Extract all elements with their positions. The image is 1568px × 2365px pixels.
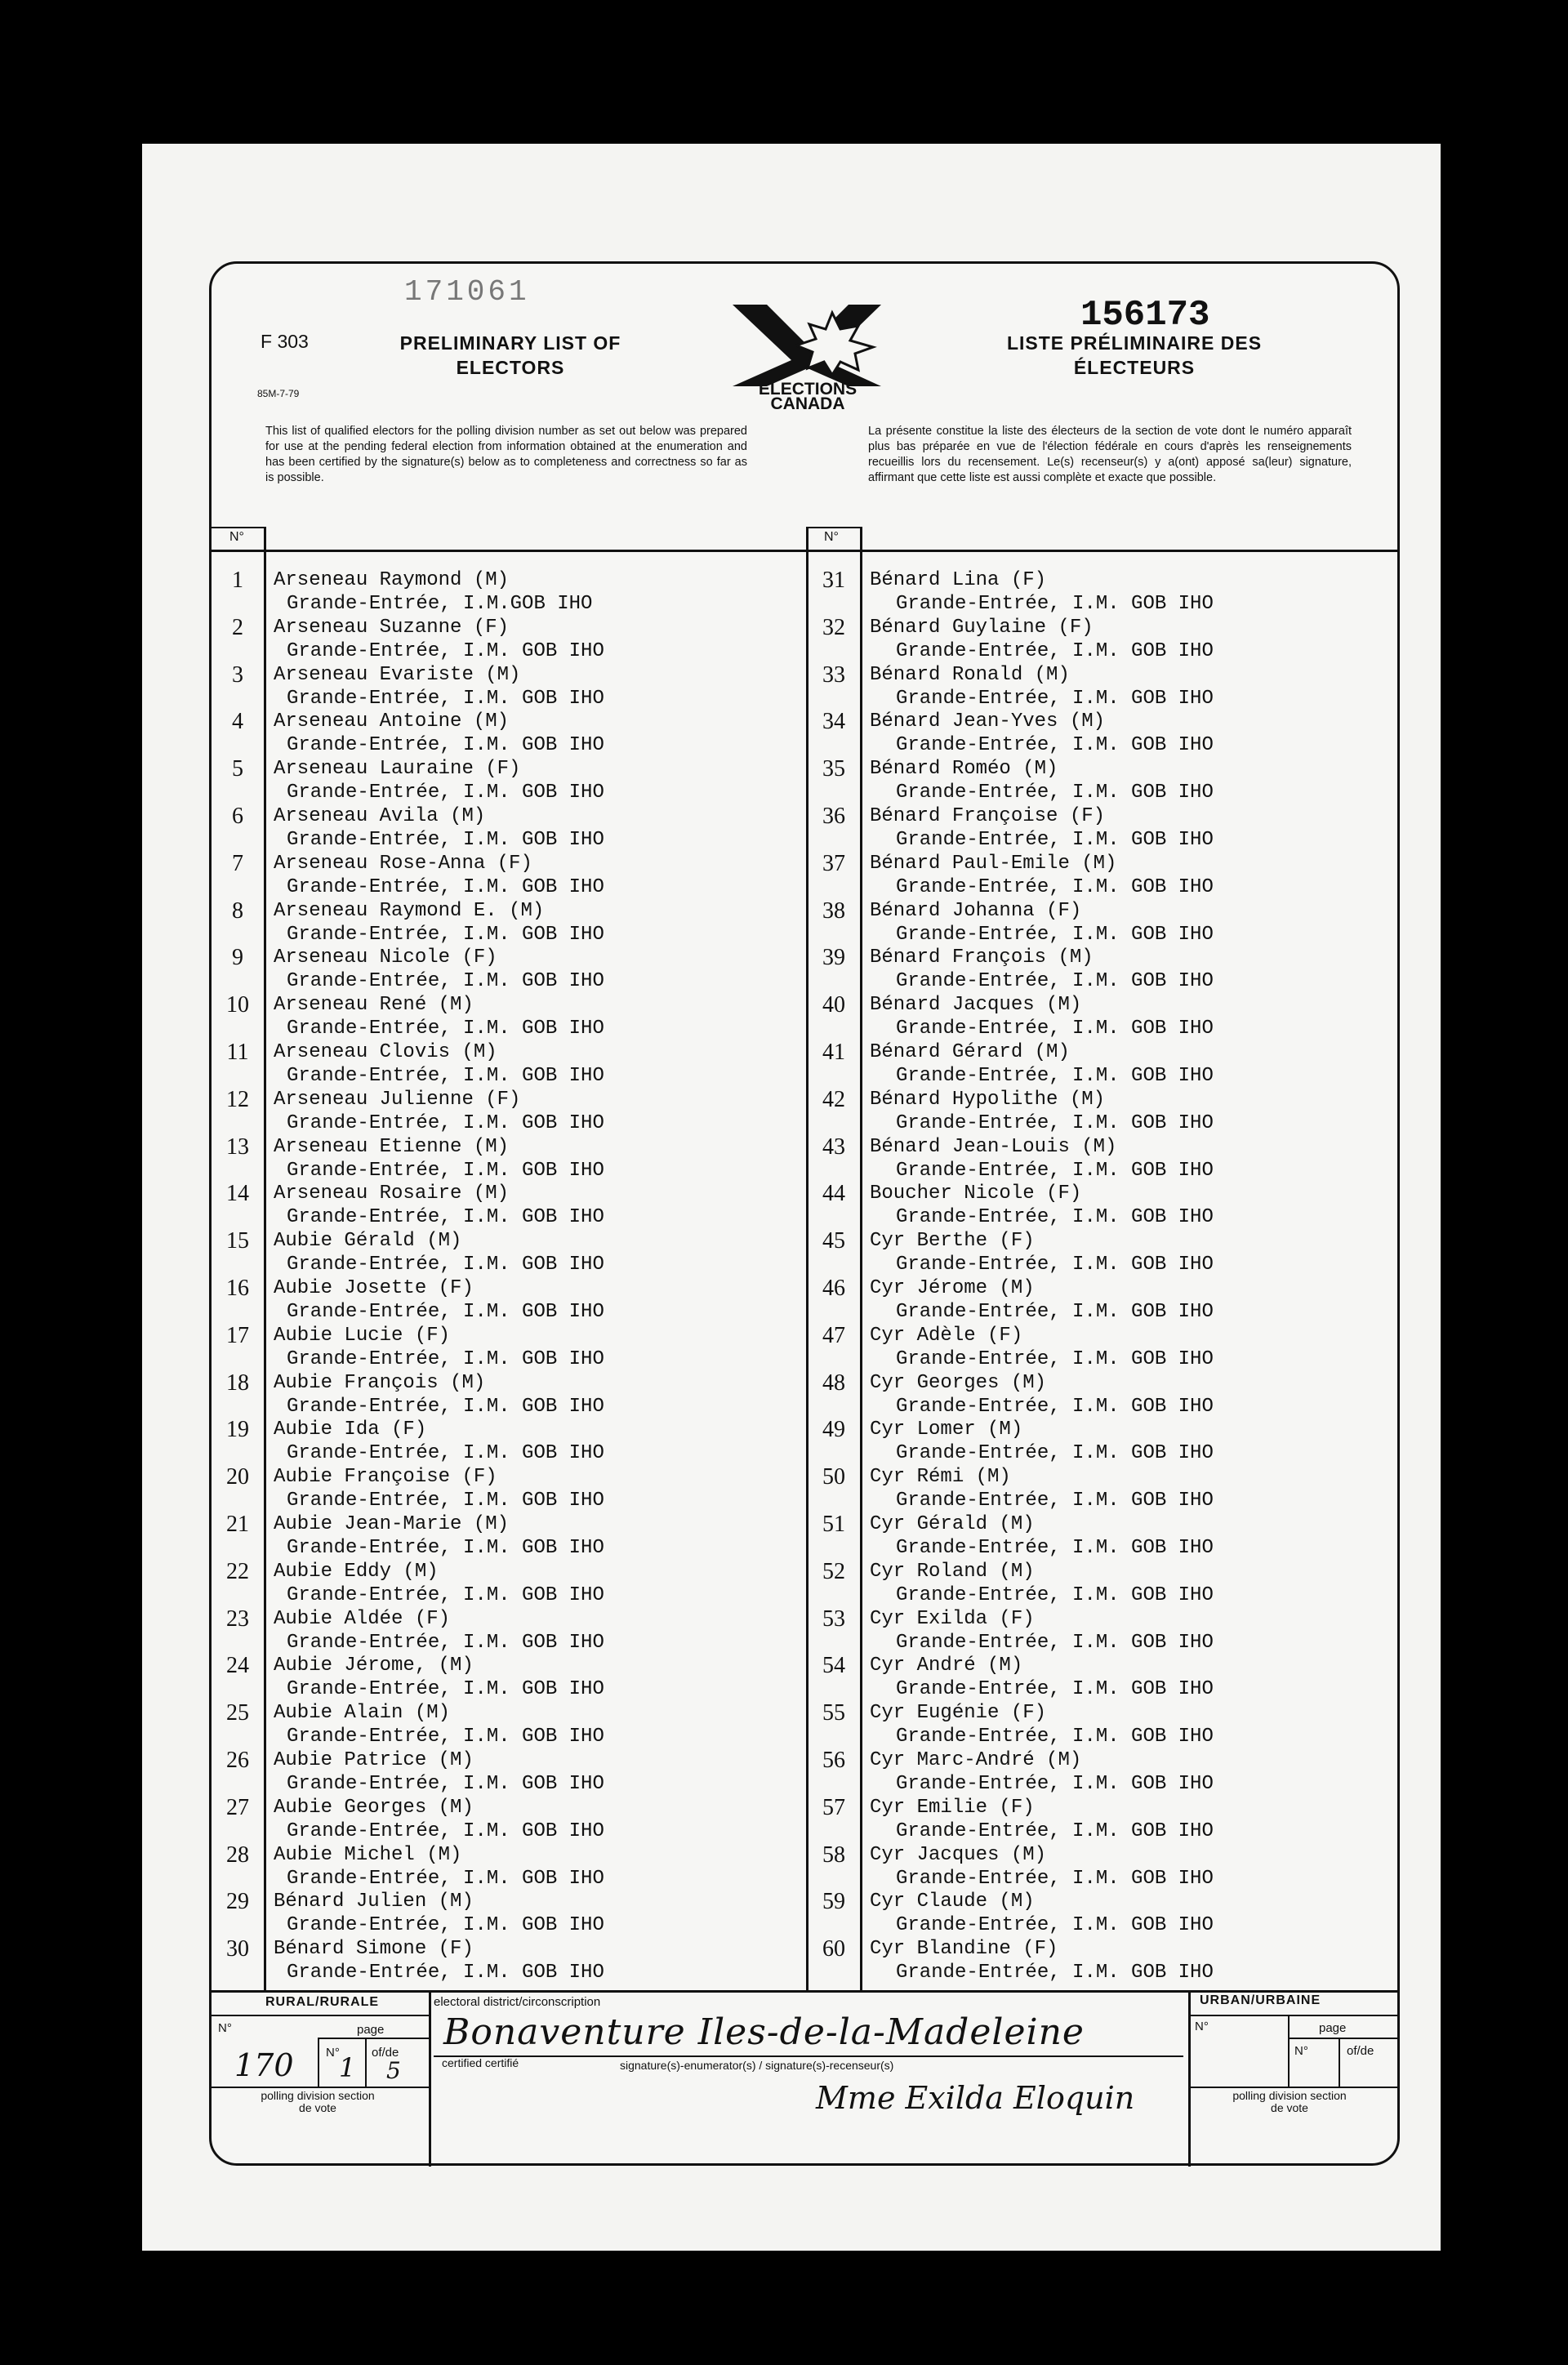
elector-address: Grande-Entrée, I.M. GOB IHO	[287, 1537, 604, 1559]
title-fr: LISTE PRÉLIMINAIRE DES ÉLECTEURS	[1006, 332, 1263, 378]
elector-name: Arseneau Rosaire (M)	[274, 1182, 510, 1205]
elector-address: Grande-Entrée, I.M. GOB IHO	[896, 1867, 1214, 1890]
footer-rule	[212, 1990, 1397, 1993]
elector-name: Bénard Jean-Louis (M)	[870, 1135, 1117, 1158]
rural-page-label: page	[357, 2023, 385, 2037]
rural-of-label: of/de	[372, 2046, 399, 2060]
elector-address: Grande-Entrée, I.M. GOB IHO	[896, 593, 1214, 615]
elector-address: Grande-Entrée, I.M. GOB IHO	[896, 1537, 1214, 1559]
elector-number: 18	[226, 1370, 249, 1396]
col-rule-mid	[806, 527, 808, 1992]
elector-address: Grande-Entrée, I.M. GOB IHO	[287, 687, 604, 710]
elector-number: 25	[226, 1700, 249, 1726]
elector-address: Grande-Entrée, I.M. GOB IHO	[896, 782, 1214, 804]
elector-name: Arseneau René (M)	[274, 994, 474, 1017]
elector-name: Bénard Johanna (F)	[870, 899, 1082, 922]
elector-address: Grande-Entrée, I.M. GOB IHO	[896, 1347, 1214, 1370]
intro-text-en: This list of qualified electors for the polling division number as set out below was prepared for use at the pending federal election from information obtained at the enumeration and has been certified by the signature(s) below as to completeness and correctness so far as is possible.	[265, 425, 747, 484]
elector-name: Aubie François (M)	[274, 1371, 486, 1394]
elector-address: Grande-Entrée, I.M. GOB IHO	[287, 1065, 604, 1087]
elector-address: Grande-Entrée, I.M. GOB IHO	[287, 1395, 604, 1418]
elector-number: 40	[822, 992, 845, 1018]
elector-number: 9	[232, 945, 243, 971]
header-rule	[212, 550, 1397, 552]
elector-address: Grande-Entrée, I.M. GOB IHO	[287, 782, 604, 804]
elector-number: 13	[226, 1134, 249, 1160]
elector-name: Bénard Simone (F)	[274, 1938, 474, 1961]
elector-name: Aubie Patrice (M)	[274, 1749, 474, 1771]
elector-name: Arseneau Lauraine (F)	[274, 758, 521, 781]
elector-number: 7	[232, 850, 243, 876]
elector-name: Bénard Paul-Emile (M)	[870, 852, 1117, 875]
elector-name: Boucher Nicole (F)	[870, 1182, 1082, 1205]
stamp-number: 171061	[404, 275, 530, 309]
elector-address: Grande-Entrée, I.M. GOB IHO	[287, 1159, 604, 1182]
elector-number: 34	[822, 709, 845, 735]
page-of-total: 5	[386, 2057, 401, 2084]
elector-name: Cyr Adèle (F)	[870, 1324, 1023, 1347]
elector-list-form	[209, 261, 1400, 2166]
elector-address: Grande-Entrée, I.M. GOB IHO	[896, 1583, 1214, 1606]
elector-number: 43	[822, 1134, 845, 1160]
elector-number: 1	[232, 568, 243, 593]
elector-address: Grande-Entrée, I.M. GOB IHO	[896, 1301, 1214, 1323]
elector-address: Grande-Entrée, I.M.GOB IHO	[287, 593, 593, 615]
elector-name: Aubie Alain (M)	[274, 1702, 451, 1725]
elector-number: 14	[226, 1181, 249, 1207]
elector-number: 52	[822, 1558, 845, 1584]
elector-number: 54	[822, 1653, 845, 1679]
elector-address: Grande-Entrée, I.M. GOB IHO	[896, 829, 1214, 851]
elector-number: 60	[822, 1936, 845, 1962]
elector-name: Bénard Guylaine (F)	[870, 616, 1094, 639]
elector-address: Grande-Entrée, I.M. GOB IHO	[287, 1678, 604, 1701]
rural-no-label: N°	[218, 2021, 232, 2035]
elector-name: Arseneau Etienne (M)	[274, 1135, 510, 1158]
col-no-header-left: N°	[229, 530, 244, 544]
elector-name: Cyr Berthe (F)	[870, 1230, 1035, 1253]
urban-label: URBAN/URBAINE	[1200, 1993, 1321, 2007]
elector-name: Aubie Françoise (F)	[274, 1466, 497, 1489]
elector-name: Aubie Jean-Marie (M)	[274, 1513, 510, 1535]
elector-address: Grande-Entrée, I.M. GOB IHO	[896, 1254, 1214, 1276]
elector-address: Grande-Entrée, I.M. GOB IHO	[287, 734, 604, 757]
elector-number: 48	[822, 1370, 845, 1396]
elector-number: 15	[226, 1228, 249, 1254]
elector-address: Grande-Entrée, I.M. GOB IHO	[896, 1442, 1214, 1465]
elector-address: Grande-Entrée, I.M. GOB IHO	[896, 1678, 1214, 1701]
elector-name: Arseneau Raymond (M)	[274, 569, 510, 591]
elector-name: Arseneau Evariste (M)	[274, 663, 521, 686]
elector-number: 50	[822, 1464, 845, 1490]
elector-address: Grande-Entrée, I.M. GOB IHO	[287, 1301, 604, 1323]
polling-division-label-rural: polling division section de vote	[261, 2089, 375, 2114]
elector-address: Grande-Entrée, I.M. GOB IHO	[287, 1962, 604, 1984]
elector-number: 46	[822, 1276, 845, 1301]
elector-number: 59	[822, 1889, 845, 1915]
elector-address: Grande-Entrée, I.M. GOB IHO	[896, 1819, 1214, 1842]
elector-number: 19	[226, 1417, 249, 1443]
district-value: Bonaventure Iles-de-la-Madeleine	[443, 2011, 1085, 2053]
elector-address: Grande-Entrée, I.M. GOB IHO	[896, 1018, 1214, 1040]
signature-label: signature(s)-enumerator(s) / signature(s)-recenseur(s)	[620, 2059, 894, 2072]
elector-address: Grande-Entrée, I.M. GOB IHO	[896, 1395, 1214, 1418]
elector-name: Aubie Michel (M)	[274, 1843, 462, 1866]
elector-name: Aubie Aldée (F)	[274, 1607, 451, 1630]
elector-address: Grande-Entrée, I.M. GOB IHO	[287, 1726, 604, 1748]
elector-address: Grande-Entrée, I.M. GOB IHO	[287, 1583, 604, 1606]
form-code: F 303	[261, 331, 309, 352]
elector-name: Cyr Blandine (F)	[870, 1938, 1058, 1961]
elector-address: Grande-Entrée, I.M. GOB IHO	[287, 639, 604, 662]
elector-address: Grande-Entrée, I.M. GOB IHO	[896, 1159, 1214, 1182]
elector-address: Grande-Entrée, I.M. GOB IHO	[896, 1490, 1214, 1512]
elector-name: Cyr Lomer (M)	[870, 1419, 1023, 1441]
elector-address: Grande-Entrée, I.M. GOB IHO	[287, 1347, 604, 1370]
elector-address: Grande-Entrée, I.M. GOB IHO	[287, 970, 604, 993]
elector-number: 30	[226, 1936, 249, 1962]
elector-number: 57	[822, 1794, 845, 1820]
elector-address: Grande-Entrée, I.M. GOB IHO	[287, 1111, 604, 1134]
elector-name: Aubie Josette (F)	[274, 1277, 474, 1299]
elector-address: Grande-Entrée, I.M. GOB IHO	[896, 875, 1214, 898]
elector-address: Grande-Entrée, I.M. GOB IHO	[896, 923, 1214, 946]
elector-number: 41	[822, 1040, 845, 1065]
elector-name: Cyr Claude (M)	[870, 1891, 1035, 1913]
logo-text-en: ELECTIONS	[758, 380, 858, 399]
rural-page-no-label: N°	[326, 2046, 340, 2060]
enumerator-signature: Mme Exilda Eloquin	[816, 2080, 1135, 2116]
elector-name: Aubie Georges (M)	[274, 1796, 474, 1819]
elector-number: 27	[226, 1794, 249, 1820]
elector-address: Grande-Entrée, I.M. GOB IHO	[287, 1773, 604, 1795]
elector-name: Cyr Eugénie (F)	[870, 1702, 1047, 1725]
elector-number: 23	[226, 1606, 249, 1632]
col-no-header-right: N°	[824, 530, 839, 544]
elector-address: Grande-Entrée, I.M. GOB IHO	[287, 1631, 604, 1654]
elector-number: 56	[822, 1748, 845, 1773]
certified-label: certified certifié	[442, 2056, 519, 2069]
elector-name: Arseneau Julienne (F)	[274, 1088, 521, 1111]
elector-number: 4	[232, 709, 243, 735]
rural-label: RURAL/RURALE	[265, 1995, 380, 2009]
elector-number: 49	[822, 1417, 845, 1443]
elector-number: 32	[822, 614, 845, 640]
elector-name: Bénard Ronald (M)	[870, 663, 1070, 686]
intro-text-fr: La présente constitue la liste des électeurs de la section de vote dont le numéro apparaît plus bas préparée en vue de l'élection fédérale en cours d'après les renseignements recueillis lors du recensement. Le(s) recenseur(s) y a(ont) apposé sa(leur) signature, affirmant que cette liste est aussi complète et exacte que possible.	[868, 425, 1352, 484]
elector-number: 35	[822, 756, 845, 782]
elector-number: 51	[822, 1512, 845, 1537]
elector-address: Grande-Entrée, I.M. GOB IHO	[896, 639, 1214, 662]
elector-number: 29	[226, 1889, 249, 1915]
list-number: 156173	[1080, 295, 1210, 336]
elector-number: 24	[226, 1653, 249, 1679]
urban-no-label: N°	[1195, 2020, 1209, 2033]
elector-name: Cyr André (M)	[870, 1655, 1023, 1677]
elector-address: Grande-Entrée, I.M. GOB IHO	[896, 1962, 1214, 1984]
elector-number: 28	[226, 1842, 249, 1868]
elector-address: Grande-Entrée, I.M. GOB IHO	[287, 1018, 604, 1040]
elector-number: 31	[822, 568, 845, 593]
elector-number: 58	[822, 1842, 845, 1868]
elector-name: Cyr Jérome (M)	[870, 1277, 1035, 1299]
elector-address: Grande-Entrée, I.M. GOB IHO	[896, 1065, 1214, 1087]
elector-number: 47	[822, 1322, 845, 1348]
elector-number: 6	[232, 804, 243, 829]
elector-name: Cyr Marc-André (M)	[870, 1749, 1082, 1771]
elector-number: 53	[822, 1606, 845, 1632]
elector-number: 11	[226, 1040, 249, 1065]
elector-name: Arseneau Clovis (M)	[274, 1041, 497, 1063]
elector-address: Grande-Entrée, I.M. GOB IHO	[896, 1726, 1214, 1748]
district-label: electoral district/circonscription	[434, 1995, 601, 2009]
elector-address: Grande-Entrée, I.M. GOB IHO	[896, 1914, 1214, 1937]
elector-address: Grande-Entrée, I.M. GOB IHO	[896, 687, 1214, 710]
elector-name: Bénard Lina (F)	[870, 569, 1047, 591]
elector-number: 21	[226, 1512, 249, 1537]
elector-number: 45	[822, 1228, 845, 1254]
elector-name: Cyr Jacques (M)	[870, 1843, 1047, 1866]
elector-number: 55	[822, 1700, 845, 1726]
elector-number: 26	[226, 1748, 249, 1773]
elector-name: Arseneau Suzanne (F)	[274, 616, 510, 639]
elector-address: Grande-Entrée, I.M. GOB IHO	[287, 829, 604, 851]
elector-number: 44	[822, 1181, 845, 1207]
elector-address: Grande-Entrée, I.M. GOB IHO	[287, 1819, 604, 1842]
elector-address: Grande-Entrée, I.M. GOB IHO	[896, 734, 1214, 757]
col-rule-left-no	[264, 527, 266, 1992]
elector-name: Cyr Rémi (M)	[870, 1466, 1011, 1489]
elector-number: 38	[822, 897, 845, 924]
page-number: 1	[339, 2052, 356, 2083]
elector-name: Aubie Ida (F)	[274, 1419, 427, 1441]
elector-name: Cyr Roland (M)	[870, 1560, 1035, 1583]
elector-name: Arseneau Raymond E. (M)	[274, 899, 545, 922]
urban-page-label: page	[1319, 2021, 1347, 2035]
elector-address: Grande-Entrée, I.M. GOB IHO	[287, 1206, 604, 1229]
elector-address: Grande-Entrée, I.M. GOB IHO	[287, 1254, 604, 1276]
form-date: 85M-7-79	[257, 388, 300, 399]
elector-name: Cyr Emilie (F)	[870, 1796, 1035, 1819]
col-rule-right-no	[860, 527, 862, 1992]
elector-name: Bénard Hypolithe (M)	[870, 1088, 1106, 1111]
elector-number: 17	[226, 1322, 249, 1348]
elector-name: Bénard Julien (M)	[274, 1891, 474, 1913]
elector-address: Grande-Entrée, I.M. GOB IHO	[287, 875, 604, 898]
elector-address: Grande-Entrée, I.M. GOB IHO	[896, 1631, 1214, 1654]
elector-number: 39	[822, 945, 845, 971]
elector-number: 8	[232, 897, 243, 924]
elector-address: Grande-Entrée, I.M. GOB IHO	[896, 1111, 1214, 1134]
elector-name: Bénard Gérard (M)	[870, 1041, 1070, 1063]
elector-address: Grande-Entrée, I.M. GOB IHO	[287, 1490, 604, 1512]
elector-name: Arseneau Rose-Anna (F)	[274, 852, 532, 875]
elector-address: Grande-Entrée, I.M. GOB IHO	[896, 970, 1214, 993]
logo-text-fr: CANADA	[770, 394, 845, 411]
elector-number: 33	[822, 661, 845, 688]
elector-number: 42	[822, 1086, 845, 1112]
title-en: PRELIMINARY LIST OF ELECTORS	[399, 332, 621, 378]
elections-canada-logo	[718, 296, 898, 411]
elector-name: Bénard Françoise (F)	[870, 805, 1106, 827]
elector-name: Bénard François (M)	[870, 946, 1094, 969]
urban-of-label: of/de	[1347, 2044, 1374, 2058]
elector-number: 16	[226, 1276, 249, 1301]
elector-number: 36	[822, 804, 845, 829]
elector-name: Arseneau Nicole (F)	[274, 946, 497, 969]
elector-name: Aubie Jérome, (M)	[274, 1655, 474, 1677]
elector-number: 3	[232, 661, 243, 688]
elector-number: 12	[226, 1086, 249, 1112]
elector-name: Cyr Gérald (M)	[870, 1513, 1035, 1535]
elector-address: Grande-Entrée, I.M. GOB IHO	[287, 923, 604, 946]
elector-address: Grande-Entrée, I.M. GOB IHO	[287, 1914, 604, 1937]
elector-address: Grande-Entrée, I.M. GOB IHO	[287, 1442, 604, 1465]
elector-address: Grande-Entrée, I.M. GOB IHO	[896, 1773, 1214, 1795]
elector-name: Aubie Eddy (M)	[274, 1560, 439, 1583]
elector-name: Arseneau Antoine (M)	[274, 710, 510, 733]
elector-number: 37	[822, 850, 845, 876]
elector-name: Cyr Exilda (F)	[870, 1607, 1035, 1630]
elector-number: 5	[232, 756, 243, 782]
elector-address: Grande-Entrée, I.M. GOB IHO	[287, 1867, 604, 1890]
elector-name: Cyr Georges (M)	[870, 1371, 1047, 1394]
elector-name: Aubie Gérald (M)	[274, 1230, 462, 1253]
elector-name: Bénard Jacques (M)	[870, 994, 1082, 1017]
elector-number: 2	[232, 614, 243, 640]
elector-name: Arseneau Avila (M)	[274, 805, 486, 827]
elector-name: Aubie Lucie (F)	[274, 1324, 451, 1347]
polling-number: 170	[234, 2047, 294, 2083]
elector-number: 22	[226, 1558, 249, 1584]
elector-number: 10	[226, 992, 249, 1018]
urban-page-no-label: N°	[1294, 2044, 1308, 2058]
elector-address: Grande-Entrée, I.M. GOB IHO	[896, 1206, 1214, 1229]
elector-number: 20	[226, 1464, 249, 1490]
elector-name: Bénard Jean-Yves (M)	[870, 710, 1106, 733]
polling-division-label-urban: polling division section de vote	[1232, 2089, 1347, 2114]
elector-name: Bénard Roméo (M)	[870, 758, 1058, 781]
